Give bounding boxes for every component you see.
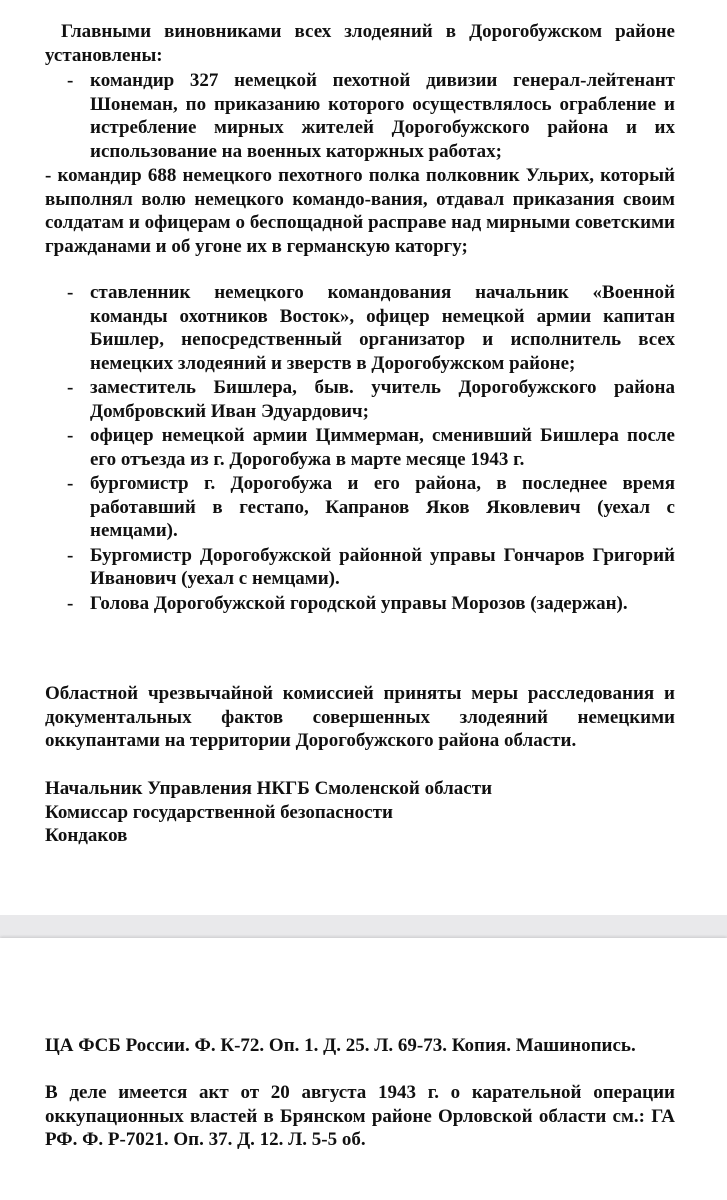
list-item (45, 164, 675, 258)
archive-reference: ЦА ФСБ России. Ф. К-72. Оп. 1. Д. 25. Л. 69-73. Копия. Машинопись. (45, 1035, 636, 1056)
bullet-dash: - (67, 425, 74, 446)
list-item (67, 544, 675, 591)
commission-paragraph: Областной чрезвычайной комиссией приняты меры расследования и документальных фактов совершенных злодеяний немецкими оккупантами на территории Дорогобужского района области. (45, 683, 675, 751)
bullet-dash: - (67, 544, 74, 566)
list-item-text: ставленник немецкого командования начальник «Военной команды охотников Восток», офицер немецкой армии капитан Бишлер, непосредственный организатор и исполнитель всех немецких злодеяний и зверств в Дорогобужском районе; (90, 282, 675, 374)
list-item-text: офицер немецкой армии Циммерман, сменивший Бишлера после его отъезда из г. Дорогобужа в марте месяце 1943 г. (90, 425, 675, 470)
archive-note: В деле имеется акт от 20 августа 1943 г. о карательной операции оккупационных властей в Брянском районе Орловской области см.: ГА РФ. Ф. Р-7021. Оп. 37. Д. 12. Л. 5-5 об. (45, 1082, 675, 1150)
list-item (67, 472, 675, 543)
list-item (67, 592, 675, 616)
bullet-dash: - (67, 282, 74, 303)
list-item (67, 376, 675, 423)
signature-rank: Комиссар государственной безопасности (45, 801, 393, 823)
list-item-text: бургомистр г. Дорогобужа и его района, в последнее время работавший в гестапо, Капранов Яков Яковлевич (уехал с немцами). (90, 473, 675, 541)
culprits-list-part-2 (67, 281, 675, 616)
list-item (67, 281, 675, 375)
list-item (67, 69, 675, 163)
list-item-text: Бургомистр Дорогобужской районной управы Гончаров Григорий Иванович (уехал с немцами). (90, 544, 675, 589)
bullet-dash: - (67, 70, 74, 91)
bullet-dash: - (67, 473, 74, 494)
intro-paragraph: Главными виновниками всех злодеяний в Дорогобужском районе установлены: (45, 21, 675, 66)
document-page-2 (0, 938, 727, 1200)
bullet-dash: - (67, 377, 74, 398)
list-item-text: - командир 688 немецкого пехотного полка полковник Ульрих, который выполнял волю немецкого командо-вания, отдавал приказания своим солдатам и офицерам о беспощадной расправе над мирными советскими гражданами и об угоне их в германскую каторгу; (45, 165, 675, 257)
list-item-text: заместитель Бишлера, быв. учитель Дорогобужского района Домбровский Иван Эдуардович; (90, 377, 675, 422)
signature-title: Начальник Управления НКГБ Смоленской области (45, 778, 493, 799)
list-item-text: командир 327 немецкой пехотной дивизии генерал-лейтенант Шонеман, по приказанию которого осуществлялось ограбление и истребление мирных жителей Дорогобужского района и их использование на военных каторжных работах; (90, 70, 675, 162)
bullet-dash: - (67, 592, 74, 614)
signature-block (45, 777, 675, 848)
list-item (67, 424, 675, 471)
list-item-text: Голова Дорогобужской городской управы Морозов (задержан). (90, 592, 628, 614)
signature-name: Кондаков (45, 825, 128, 846)
page-separator (0, 915, 727, 938)
